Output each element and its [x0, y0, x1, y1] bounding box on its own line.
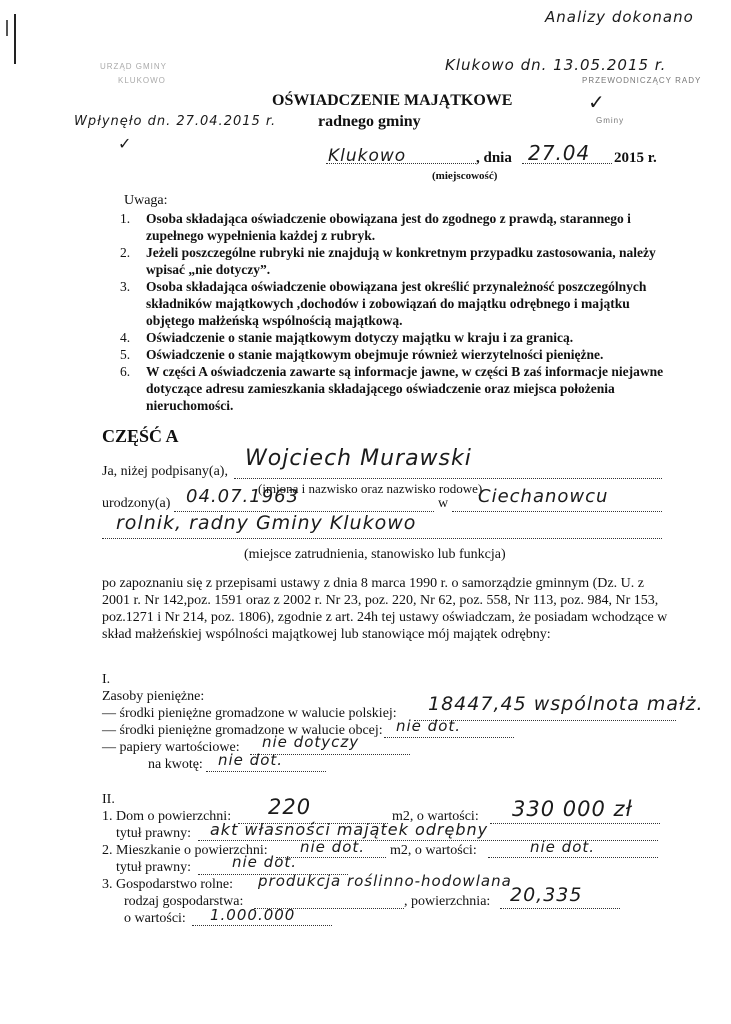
note-item: 5. Oświadczenie o stanie majątkowym obejmuje również wierzytelności pieniężne.	[120, 347, 604, 362]
part-a-heading: CZĘŚĆ A	[102, 426, 179, 446]
signer-label: Ja, niżej podpisany(a),	[102, 464, 228, 479]
binding-mark	[14, 14, 16, 64]
notes-list	[120, 210, 665, 414]
farm-area-label: , powierzchnia:	[404, 894, 491, 909]
farm-value-label: o wartości:	[124, 911, 186, 926]
pln-value: 18447,45 wspólnota małż.	[428, 693, 704, 715]
farm-label: 3. Gospodarstwo rolne:	[102, 877, 234, 892]
note-item: 1. Osoba składająca oświadczenie obowiązana jest do zgodnego z prawdą, starannego i zupełnego wypełnienia każdej z rubryk.	[120, 211, 631, 243]
note-item: 2. Jeżeli poszczególne rubryki nie znajdują w konkretnym przypadku zastosowania, należy wpisać „nie dotyczy”.	[120, 245, 656, 277]
farm-value: 1.000.000	[210, 906, 296, 924]
amount-value: nie dot.	[218, 751, 284, 769]
signer-value: Wojciech Murawski	[245, 446, 472, 471]
house-label: 1. Dom o powierzchni:	[102, 809, 232, 824]
house-area: 220	[268, 795, 312, 819]
section-2-num: II.	[102, 792, 115, 807]
farm-type-value: produkcja roślinno-hodowlana	[258, 872, 512, 890]
house-unit: m2, o wartości:	[392, 809, 479, 824]
foreign-value: nie dot.	[396, 717, 462, 735]
flat-title-label: tytuł prawny:	[116, 860, 192, 875]
securities-label: — papiery wartościowe:	[102, 740, 240, 755]
binding-mark	[6, 20, 8, 36]
document-title: OŚWIADCZENIE MAJĄTKOWE	[272, 92, 513, 109]
house-title-value: akt własności majątek odrębny	[210, 820, 489, 839]
occupation-caption: (miejsce zatrudnienia, stanowisko lub funkcja)	[244, 547, 506, 562]
date-prefix: , dnia	[476, 150, 512, 166]
document-subtitle: radnego gminy	[318, 113, 421, 130]
foreign-label: — środki pieniężne gromadzone w walucie obcej:	[102, 723, 383, 738]
date-value: 27.04	[528, 141, 591, 165]
stamp-right-line1: PRZEWODNICZĄCY RADY	[582, 76, 702, 85]
note-item: 4. Oświadczenie o stanie majątkowym dotyczy majątku w kraju i za granicą.	[120, 330, 574, 345]
note-item: 3. Osoba składająca oświadczenie obowiązana jest określić przynależność poszczególnych składników majątkowych ,dochodów i zobowiązań do majątku odrębnego i majątku objętego małżeńską wspólnością majątkową.	[120, 279, 647, 328]
occupation-value: rolnik, radny Gminy Klukowo	[116, 512, 417, 534]
received-note: Klukowo dn. 13.05.2015 r.	[445, 56, 667, 74]
name-caption: (imiona i nazwisko oraz nazwisko rodowe)	[258, 481, 483, 496]
intro-text: po zapoznaniu się z przepisami ustawy z dnia 8 marca 1990 r. o samorządzie gminnym (Dz. U. z 2001 r. Nr 142,poz. 1591 oraz z 2002 r. Nr 23, poz. 220, Nr 62, poz. 558, Nr 113, poz. 984, Nr 153, poz.1271 i Nr 214, poz. 1806), zgodnie z art. 24h tej ustawy oświadczam, że posiadam wchodzące w skład małżeńskiej wspólności majątkowej lub stanowiące mój majątek odrębny:	[102, 576, 668, 642]
born-in-label: w	[438, 496, 449, 511]
note-item: 6. W części A oświadczenia zawarte są informacje jawne, w części B zaś informacje niejawne dotyczące adresu zamieszkania składającego oświadczenie oraz miejsca położenia nieruchomości.	[120, 364, 664, 413]
flat-area: nie dot.	[300, 838, 366, 856]
place-value: Klukowo	[328, 146, 407, 166]
signature-mark: ✓	[588, 90, 606, 114]
section-1-num: I.	[102, 672, 111, 687]
farm-type-label: rodzaj gospodarstwa:	[124, 894, 244, 909]
born-date: 04.07.1963	[186, 486, 300, 507]
year-suffix: 2015 r.	[614, 150, 657, 166]
born-label: urodzony(a)	[102, 496, 171, 511]
house-title-label: tytuł prawny:	[116, 826, 192, 841]
notes-heading: Uwaga:	[124, 193, 168, 208]
securities-value: nie dotyczy	[262, 733, 360, 751]
analysis-note: Analizy dokonano	[545, 8, 694, 26]
flat-title-value: nie dot.	[232, 853, 298, 871]
place-caption: (miejscowość)	[432, 170, 498, 182]
flat-value: nie dot.	[530, 838, 596, 856]
received-left: Wpłynęło dn. 27.04.2015 r.	[74, 114, 277, 129]
amount-label: na kwotę:	[148, 757, 203, 772]
born-place: Ciechanowcu	[478, 486, 609, 507]
stamp-left-line2: KLUKOWO	[118, 76, 166, 85]
house-value: 330 000 zł	[512, 797, 633, 821]
section-1-heading: Zasoby pieniężne:	[102, 689, 205, 704]
stamp-left-line1: URZĄD GMINY	[100, 62, 167, 71]
pln-label: — środki pieniężne gromadzone w walucie polskiej:	[102, 706, 397, 721]
initials-mark: ✓	[118, 134, 133, 153]
stamp-right-line2: Gminy	[596, 116, 625, 125]
farm-area-value: 20,335	[510, 884, 583, 906]
flat-unit: m2, o wartości:	[390, 843, 477, 858]
flat-label: 2. Mieszkanie o powierzchni:	[102, 843, 268, 858]
